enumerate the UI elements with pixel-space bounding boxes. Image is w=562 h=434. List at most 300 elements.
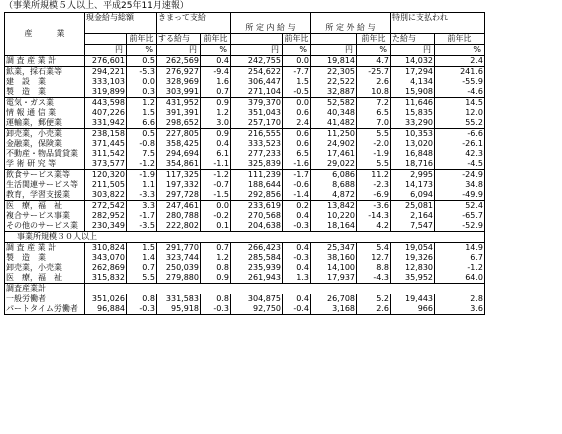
row-value: 5.5 [127,273,157,284]
row-value: 7.0 [357,118,391,129]
row-value: 25,347 [311,243,357,254]
row-value: -0.6 [283,180,311,190]
row-value: 1.4 [127,253,157,263]
unit-yen: 円 [85,45,127,56]
row-value: -52.9 [435,221,485,232]
row-value: 373,577 [85,159,127,170]
row-value: 5.5 [357,129,391,140]
row-value: 211,505 [85,180,127,190]
row-value: -7.7 [283,67,311,78]
wage-table [4,12,485,315]
row-value: 12.0 [435,108,485,118]
row-value: 0.4 [283,211,311,221]
row-value: 117,325 [157,170,201,181]
row-industry: 卸売業，小売業 [5,263,85,273]
row-industry: その他のサービス業 [5,221,85,232]
row-value: 5.5 [357,159,391,170]
unit-yen: 円 [231,45,283,56]
row-value: 0.8 [127,294,157,304]
row-value: 0.9 [201,98,231,109]
header-blank [85,23,157,34]
row-value: 3.0 [201,118,231,129]
table-row [5,139,485,149]
row-value: 407,226 [85,108,127,118]
row-value: 8,688 [311,180,357,190]
row-value: 294,221 [85,67,127,78]
row-value: 5.2 [357,294,391,304]
row-value: 6.7 [435,253,485,263]
row-value: 33,290 [391,118,435,129]
table-row [5,129,485,140]
table-caption: （事業所規模５人以上、平成25年11月速報） [4,1,189,11]
row-value: 294,694 [157,149,201,159]
row-value: 247,461 [157,201,201,212]
row-value: 331,583 [157,294,201,304]
row-value: 297,728 [157,190,201,201]
row-value: 2.6 [357,77,391,87]
table-row [5,56,485,67]
row-value: 26,708 [311,294,357,304]
table-row [5,243,485,254]
row-value: 319,899 [85,87,127,98]
table-row [5,77,485,87]
row-value: -0.2 [201,211,231,221]
row-value: -0.3 [283,253,311,263]
row-value: 303,991 [157,87,201,98]
row-value: 14,100 [311,263,357,273]
row-value: 323,744 [157,253,201,263]
row-value: 304,875 [231,294,283,304]
row-value: 15,835 [391,108,435,118]
table-row [5,211,485,221]
row-value: 227,805 [157,129,201,140]
row-value: 285,584 [231,253,283,263]
row-industry: 教育，学習支援業 [5,190,85,201]
unit-pct: % [283,45,311,56]
header-blank [311,13,391,24]
row-industry: 製 造 業 [5,87,85,98]
header-scheduled: きまって支給 [157,13,231,24]
row-value: 0.8 [201,294,231,304]
header-blank [311,34,357,45]
row-value: 2.4 [283,118,311,129]
row-value: 197,332 [157,180,201,190]
row-value: 4,872 [311,190,357,201]
row-value: 0.4 [201,56,231,67]
row-value: 17,294 [391,67,435,78]
row-value: 38,160 [311,253,357,263]
row-value: 8.8 [357,263,391,273]
row-industry: 運輸業，郵便業 [5,118,85,129]
row-value: 12.7 [357,253,391,263]
row-value: 250,039 [157,263,201,273]
row-value: 0.7 [201,243,231,254]
table-row [5,221,485,232]
unit-yen: 円 [391,45,435,56]
unit-pct: % [435,45,485,56]
row-value: 2,995 [391,170,435,181]
row-industry: 生活関連サービス等 [5,180,85,190]
row-value: 24,902 [311,139,357,149]
row-value: 0.8 [201,263,231,273]
table-row [5,273,485,284]
row-value: 0.4 [283,263,311,273]
header-blank [391,23,485,34]
row-value: 2.6 [357,304,391,315]
row-value: 216,555 [231,129,283,140]
header-special-2: た給与 [391,34,435,45]
row-value: -1.9 [127,170,157,181]
row-value: 3,168 [311,304,357,315]
row-value: 2.8 [435,294,485,304]
header-total-cash: 現金給与総額 [85,13,157,24]
row-value: 379,370 [231,98,283,109]
row-value: 2.4 [435,56,485,67]
row-value: 222,802 [157,221,201,232]
row-value: 351,026 [85,294,127,304]
row-industry: 調 査 産 業 計 [5,243,85,254]
header-yoy-outside: 前年比 [357,34,391,45]
header-yoy-special: 前年比 [435,34,485,45]
unit-yen: 円 [311,45,357,56]
row-value: 4,134 [391,77,435,87]
row-industry: 建 設 業 [5,77,85,87]
row-value: 333,103 [85,77,127,87]
row-value: 0.5 [127,129,157,140]
row-value: 282,952 [85,211,127,221]
row-value: 22,305 [311,67,357,78]
row-value: 1.2 [201,108,231,118]
table-row [5,304,485,315]
row-industry: 卸売業，小売業 [5,129,85,140]
table-row [5,149,485,159]
row-value: -4.6 [435,87,485,98]
row-value: 443,598 [85,98,127,109]
row-value: 292,856 [231,190,283,201]
row-value: 42.3 [435,149,485,159]
row-value: 315,832 [85,273,127,284]
table-row [5,263,485,273]
row-value: -4.3 [357,273,391,284]
row-value: 35,952 [391,273,435,284]
row-value: -0.3 [201,304,231,315]
row-value: 266,423 [231,243,283,254]
table-row [5,294,485,304]
row-value: 1.2 [127,98,157,109]
table-row [5,98,485,109]
row-value: 262,869 [85,263,127,273]
row-value: 328,969 [157,77,201,87]
row-value: 306,447 [231,77,283,87]
row-value: 1.5 [127,108,157,118]
row-value: -1.2 [435,263,485,273]
row-value: 257,170 [231,118,283,129]
row-industry: パートタイム労働者 [5,304,85,315]
row-value: -1.1 [201,159,231,170]
row-value: 351,043 [231,108,283,118]
row-value: 311,542 [85,149,127,159]
row-value: -3.3 [127,190,157,201]
footer-title: 調査産業計 [5,284,85,295]
row-value: 0.3 [127,87,157,98]
row-value: 17,461 [311,149,357,159]
row-value: 18,716 [391,159,435,170]
row-value: 1.5 [283,77,311,87]
row-value: 291,770 [157,243,201,254]
row-value: 13,842 [311,201,357,212]
table-row [5,180,485,190]
row-industry: 医 療，福 祉 [5,273,85,284]
row-value: 354,861 [157,159,201,170]
row-value: 0.6 [283,129,311,140]
row-value: 19,326 [391,253,435,263]
row-value: 1.3 [283,273,311,284]
row-value: 6.5 [357,108,391,118]
row-value: -24.9 [435,170,485,181]
unit-yen: 円 [157,45,201,56]
row-industry: 調 査 産 業 計 [5,56,85,67]
table-body [5,13,485,315]
row-value: -2.3 [357,180,391,190]
row-value: -1.2 [127,159,157,170]
row-value: 1.5 [127,243,157,254]
row-value: -1.2 [201,170,231,181]
row-value: 272,542 [85,201,127,212]
row-value: 261,943 [231,273,283,284]
row-value: 5.4 [357,243,391,254]
row-value: 32,887 [311,87,357,98]
row-value: 1.2 [201,253,231,263]
row-value: -1.9 [357,149,391,159]
row-value: 271,104 [231,87,283,98]
row-value: 12,830 [391,263,435,273]
row-value: 120,320 [85,170,127,181]
row-value: 6,086 [311,170,357,181]
row-value: -0.5 [283,87,311,98]
row-value: 96,884 [85,304,127,315]
row-value: 431,952 [157,98,201,109]
row-value: 19,054 [391,243,435,254]
row-industry: 学 術 研 究 等 [5,159,85,170]
row-value: -49.9 [435,190,485,201]
row-value: 15,908 [391,87,435,98]
row-value: -1.4 [283,190,311,201]
row-value: -26.1 [435,139,485,149]
row-value: 276,927 [157,67,201,78]
unit-pct: % [201,45,231,56]
row-value: 10,220 [311,211,357,221]
row-value: 0.0 [283,56,311,67]
row-value: -4.5 [435,159,485,170]
header-blank [231,13,311,24]
row-value: 95,918 [157,304,201,315]
table-row [5,201,485,212]
unit-pct: % [357,45,391,56]
row-value: 188,644 [231,180,283,190]
row-value: -1.6 [283,159,311,170]
row-value: -25.7 [357,67,391,78]
row-value: 279,880 [157,273,201,284]
row-value: 1.1 [127,180,157,190]
row-value: 11,250 [311,129,357,140]
row-value: 0.4 [201,139,231,149]
row-value: 254,622 [231,67,283,78]
row-value: 298,652 [157,118,201,129]
row-value: 41,482 [311,118,357,129]
section-30-title: 事業所規模３０人以上 [5,232,485,243]
table-row [5,253,485,263]
row-value: -55.9 [435,77,485,87]
row-industry: 複合サービス事業 [5,211,85,221]
row-value: 14.9 [435,243,485,254]
row-value: 16,848 [391,149,435,159]
row-value: -14.3 [357,211,391,221]
table-row [5,87,485,98]
row-industry: 不動産・物品賃貸業 [5,149,85,159]
row-value: 0.4 [283,243,311,254]
row-value: 238,158 [85,129,127,140]
header-yoy-total: 前年比 [127,34,157,45]
row-value: 276,601 [85,56,127,67]
header-scheduled-2: する給与 [157,34,201,45]
row-value: 6.6 [127,118,157,129]
row-industry: 飲食サービス業等 [5,170,85,181]
header-special: 特別に支払われ [391,13,485,24]
row-industry: 電気・ガス業 [5,98,85,109]
row-value: 1.6 [201,77,231,87]
row-value: 0.0 [283,98,311,109]
row-value: 280,788 [157,211,201,221]
row-value: 242,755 [231,56,283,67]
row-value: 277,233 [231,149,283,159]
row-value: 0.9 [201,129,231,140]
row-value: 2,164 [391,211,435,221]
row-value: 7.2 [357,98,391,109]
row-value: 391,391 [157,108,201,118]
row-value: 303,822 [85,190,127,201]
row-value: 0.6 [283,108,311,118]
row-value: -1.5 [201,190,231,201]
row-value: 6.5 [283,149,311,159]
row-value: 19,443 [391,294,435,304]
row-value: 358,425 [157,139,201,149]
row-value: 10,353 [391,129,435,140]
row-value: 0.9 [201,273,231,284]
table-row [5,67,485,78]
row-value: -1.7 [127,211,157,221]
row-value: 0.0 [127,77,157,87]
row-value: 0.0 [201,201,231,212]
row-value: -65.7 [435,211,485,221]
row-industry: 情 報 通 信 業 [5,108,85,118]
row-value: 343,070 [85,253,127,263]
row-value: 333,523 [231,139,283,149]
row-value: 230,349 [85,221,127,232]
header-blank [231,34,283,45]
row-value: 371,445 [85,139,127,149]
row-value: 0.7 [201,87,231,98]
row-value: 34.8 [435,180,485,190]
row-value: -6.9 [357,190,391,201]
row-value: 331,942 [85,118,127,129]
row-value: 0.1 [201,221,231,232]
row-value: 18,164 [311,221,357,232]
row-industry: 一般労働者 [5,294,85,304]
row-value: 11.2 [357,170,391,181]
row-value: 270,568 [231,211,283,221]
header-blank [157,23,231,34]
row-value: 92,750 [231,304,283,315]
row-value: -3.5 [127,221,157,232]
row-value: -9.4 [201,67,231,78]
row-value: 3.3 [127,201,157,212]
row-value: 0.2 [283,201,311,212]
row-value: 29,022 [311,159,357,170]
row-value: 262,569 [157,56,201,67]
row-value: 55.2 [435,118,485,129]
row-industry: 金融業，保険業 [5,139,85,149]
row-value: -5.3 [127,67,157,78]
row-value: 966 [391,304,435,315]
row-industry: 製 造 業 [5,253,85,263]
row-value: -3.6 [357,201,391,212]
table-row [5,159,485,170]
row-value: 7,547 [391,221,435,232]
row-value: -6.6 [435,129,485,140]
row-value: 7.5 [127,149,157,159]
table-row [5,118,485,129]
row-value: 17,937 [311,273,357,284]
row-value: 6,094 [391,190,435,201]
row-value: 4.7 [357,56,391,67]
row-value: -0.8 [127,139,157,149]
row-value: 10.8 [357,87,391,98]
unit-pct: % [127,45,157,56]
row-value: 4.2 [357,221,391,232]
row-value: 14.5 [435,98,485,109]
header-blank [85,34,127,45]
row-value: 11,646 [391,98,435,109]
header-outside: 所 定 外 給 与 [311,23,391,34]
row-value: 0.6 [283,139,311,149]
row-value: -1.7 [283,170,311,181]
header-yoy-scheduled: 前年比 [201,34,231,45]
row-value: 13,020 [391,139,435,149]
row-value: 52,582 [311,98,357,109]
row-value: -0.7 [201,180,231,190]
row-value: -2.0 [357,139,391,149]
row-value: 233,619 [231,201,283,212]
row-value: 19,814 [311,56,357,67]
header-industry: 産 業 [5,13,85,56]
row-value: 111,239 [231,170,283,181]
row-industry: 医 療，福 祉 [5,201,85,212]
row-value: 22,522 [311,77,357,87]
row-value: 204,638 [231,221,283,232]
row-value: 14,173 [391,180,435,190]
table-row [5,170,485,181]
header-within: 所 定 内 給 与 [231,23,311,34]
row-value: -0.3 [127,304,157,315]
row-value: 14,032 [391,56,435,67]
table-row [5,108,485,118]
row-value: 6.1 [201,149,231,159]
row-value: 325,839 [231,159,283,170]
row-value: -0.3 [283,221,311,232]
row-value: 25,081 [391,201,435,212]
footer-blank [85,284,485,295]
row-value: 235,939 [231,263,283,273]
